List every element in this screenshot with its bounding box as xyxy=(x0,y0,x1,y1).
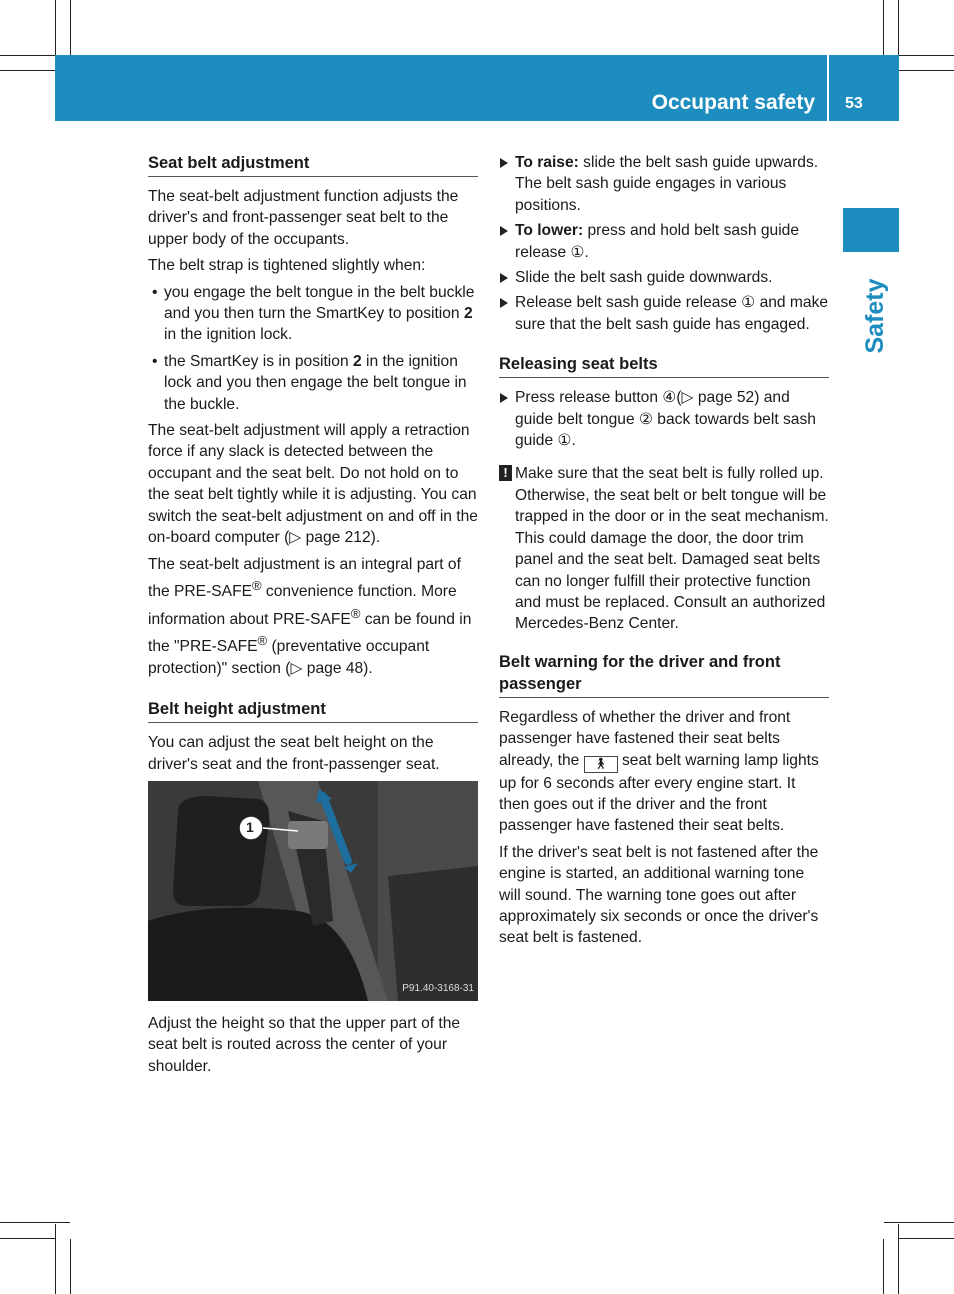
paragraph: If the driver's seat belt is not fastened after the engine is started, an additional warning tone will sound. The warning tone goes out after approximately six seconds or once the driver's seat belt is fastened. xyxy=(499,843,819,947)
warning-note: ! Make sure that the seat belt is fully rolled up. Otherwise, the seat belt or belt tongue will be trapped in the door or in the seat mechanism. This could damage the door, the door trim panel and the seat belt. Damaged seat belts can no longer fulfill their protective function and must be replaced. Consult an authorized Mercedes-Benz Center. xyxy=(499,463,829,634)
crop-mark xyxy=(55,1224,56,1294)
heading-releasing-seat-belts: Releasing seat belts xyxy=(499,353,829,378)
paragraph: The seat-belt adjustment function adjusts the driver's and front-passenger seat belt to the upper body of the occupants. xyxy=(148,188,459,248)
list-item: • you engage the belt tongue in the belt buckle and you then turn the SmartKey to position 2 in the ignition lock. xyxy=(148,282,478,346)
crop-mark xyxy=(70,0,71,55)
crop-mark xyxy=(0,55,55,56)
list-item: To raise: slide the belt sash guide upwards. The belt sash guide engages in various positions. xyxy=(499,152,829,216)
heading-belt-height-adjustment: Belt height adjustment xyxy=(148,698,478,723)
paragraph: The seat-belt adjustment will apply a retraction force if any slack is detected between the occupant and the seat belt. Do not hold on to the seat belt tightly while it is adjusting. You can switch the seat-belt adjustment on and off in the on-board computer (▷ page 212). xyxy=(148,422,478,547)
heading-belt-warning: Belt warning for the driver and front passenger xyxy=(499,651,829,698)
page-number: 53 xyxy=(845,95,863,112)
bullet-list xyxy=(148,282,478,415)
list-item: Press release button ④(▷ page 52) and guide belt tongue ② back towards belt sash guide ①. xyxy=(499,387,829,451)
seat-illustration xyxy=(148,781,478,1001)
list-item: • the SmartKey is in position 2 in the ignition lock and you then engage the belt tongue in the buckle. xyxy=(148,351,478,415)
list-item: Release belt sash guide release ① and make sure that the belt sash guide has engaged. xyxy=(499,292,829,335)
seat-belt-lamp-icon: 🚶︎ xyxy=(584,756,618,773)
crop-mark xyxy=(0,1222,70,1223)
paragraph: Regardless of whether the driver and front passenger have fastened their seat belts already, the 🚶︎ seat belt warning lamp lights up for 6 seconds after every engine start. It then goes out if the driver and the front passenger have fastened their seat belts. xyxy=(499,708,819,835)
paragraph: You can adjust the seat belt height on the driver's seat and the front-passenger seat. xyxy=(148,734,440,773)
crop-mark xyxy=(70,1239,71,1294)
step-list xyxy=(499,387,829,451)
seat-belt-figure xyxy=(148,781,478,1001)
crop-mark xyxy=(883,1239,884,1294)
right-column xyxy=(499,152,829,954)
crop-mark xyxy=(0,1238,55,1239)
crop-mark xyxy=(883,0,884,55)
section-title: Occupant safety xyxy=(651,91,815,114)
crop-mark xyxy=(884,1222,954,1223)
heading-seat-belt-adjustment: Seat belt adjustment xyxy=(148,152,478,177)
figure-code: P91.40-3168-31 xyxy=(402,982,474,994)
list-item: Slide the belt sash guide downwards. xyxy=(499,267,829,288)
crop-mark xyxy=(899,1238,954,1239)
side-tab xyxy=(843,208,899,252)
list-item: To lower: press and hold belt sash guide release ①. xyxy=(499,220,829,263)
header-separator xyxy=(827,55,829,121)
crop-mark xyxy=(899,55,954,56)
left-column xyxy=(148,152,478,1082)
step-list xyxy=(499,152,829,335)
figure-callout: 1 xyxy=(246,818,254,835)
header-bar xyxy=(55,55,899,121)
exclamation-icon: ! xyxy=(499,465,512,481)
paragraph: Adjust the height so that the upper part of the seat belt is routed across the center of your shoulder. xyxy=(148,1014,461,1075)
side-tab-label: Safety xyxy=(861,278,889,354)
crop-mark xyxy=(898,1224,899,1294)
paragraph: The seat-belt adjustment is an integral part of the PRE-SAFE® convenience function. More information about PRE-SAFE® can be found in the "PRE-SAFE® (preventative occupant protection)" section (▷ page 48). xyxy=(148,555,472,677)
paragraph: The belt strap is tightened slightly when: xyxy=(148,257,426,275)
